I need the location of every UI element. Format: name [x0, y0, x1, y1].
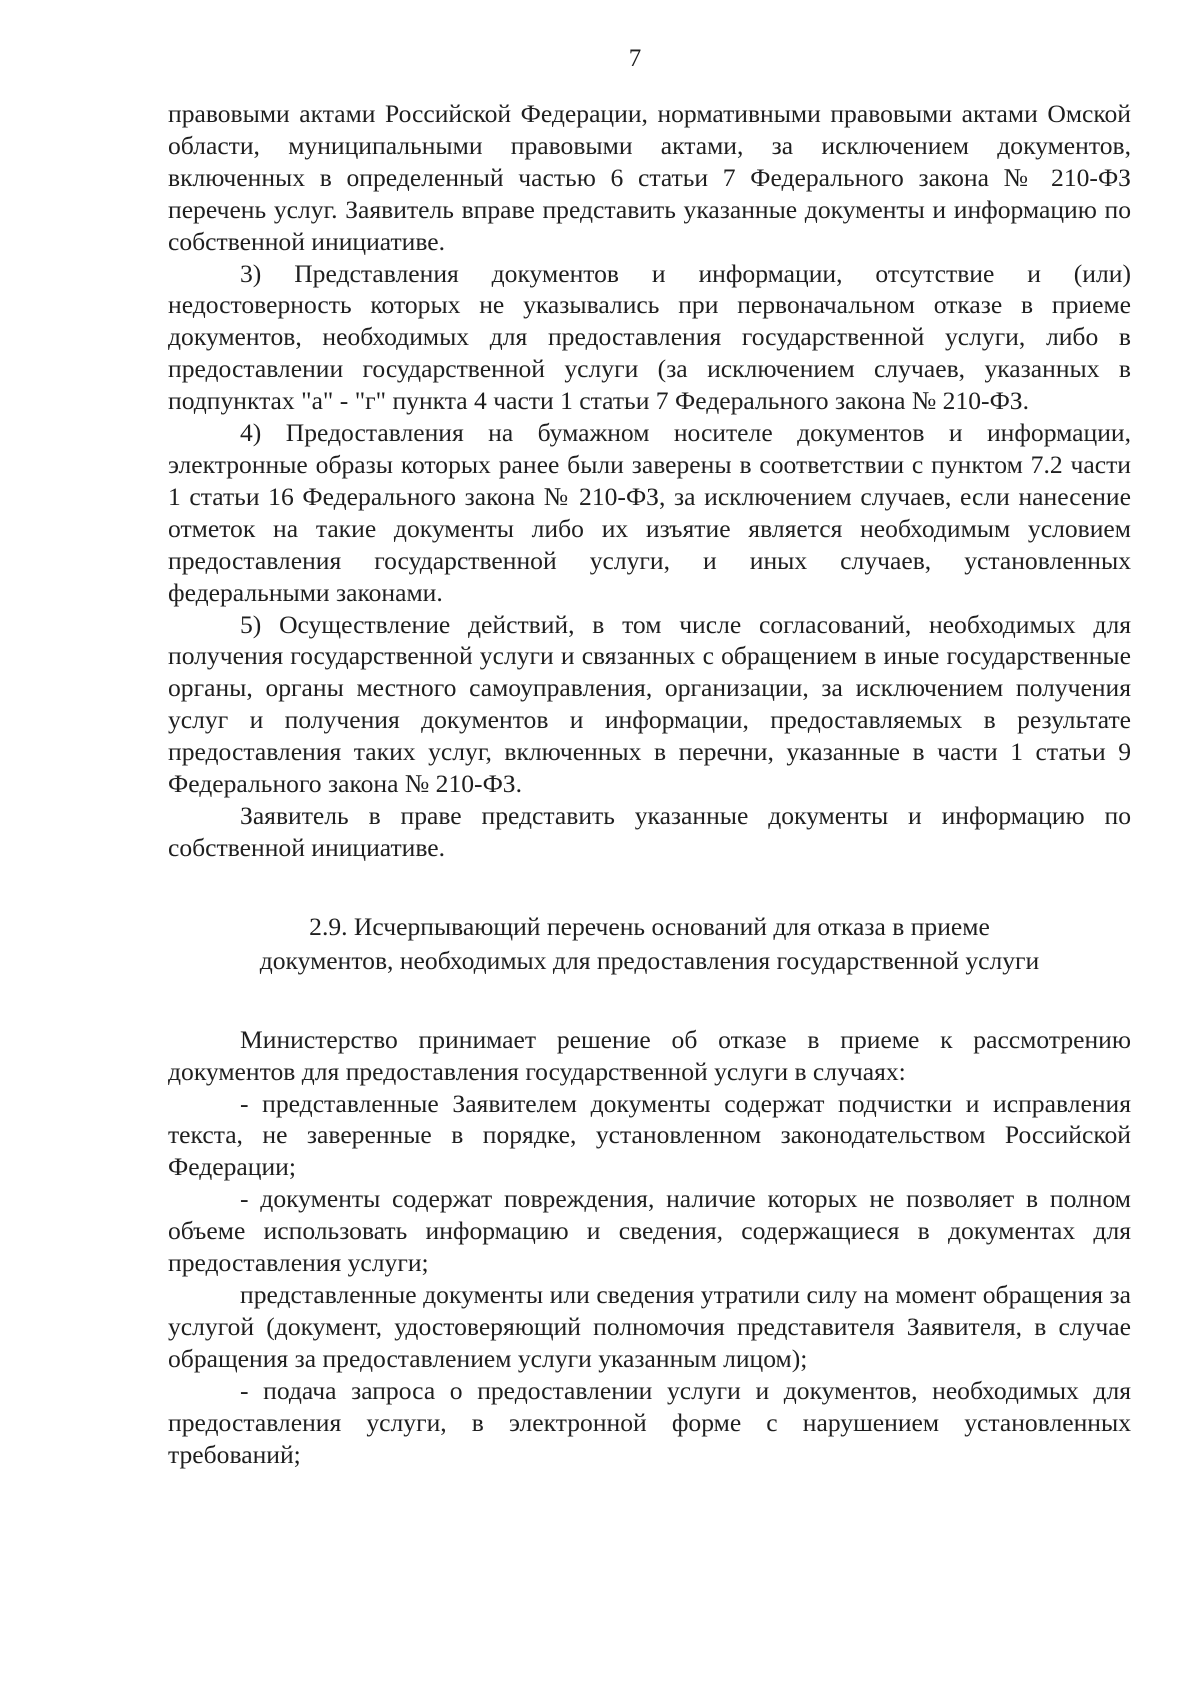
list-item: представленные документы или сведения утратили силу на момент обращения за услугой (документ, удостоверяющий полномочия представителя Заявителя, в случае обращения за предоставлением услуги указанным лицом); [168, 1280, 1131, 1373]
document-body [168, 98, 1131, 1470]
paragraph: Заявитель в праве представить указанные документы и информацию по собственной инициативе. [168, 800, 1131, 862]
list-item: - представленные Заявителем документы содержат подчистки и исправления текста, не заверенные в порядке, установленном законодательством Российской Федерации; [168, 1088, 1131, 1182]
paragraph: правовыми актами Российской Федерации, нормативными правовыми актами Омской области, муниципальными правовыми актами, за исключением документов, включенных в определенный частью 6 статьи 7 Федерального закона № 210-ФЗ перечень услуг. Заявитель вправе представить указанные документы и информацию по собственной инициативе. [168, 99, 1131, 256]
paragraph: 4) Предоставления на бумажном носителе документов и информации, электронные образы которых ранее были заверены в соответствии с пунктом 7.2 части 1 статьи 16 Федерального закона № 210-ФЗ, за исключением случаев, если нанесение отметок на такие документы либо их изъятие является необходимым условием предоставления государственной услуги, и иных случаев, установленных федеральными законами. [168, 418, 1131, 607]
list-item: - документы содержат повреждения, наличие которых не позволяет в полном объеме использовать информацию и сведения, содержащиеся в документах для предоставления услуги; [168, 1184, 1131, 1278]
section-heading: 2.9. Исчерпывающий перечень оснований для отказа в приеме документов, необходимых для предоставления государственной услуги [259, 911, 1040, 975]
list-item: - подача запроса о предоставлении услуги и документов, необходимых для предоставления услуги, в электронной форме с нарушением установленных требований; [168, 1375, 1131, 1469]
paragraph: 5) Осуществление действий, в том числе согласований, необходимых для получения государственной услуги и связанных с обращением в иные государственные органы, органы местного самоуправления, организации, за исключением получения услуг и получения документов и информации, предоставляемых в результате предоставления таких услуг, включенных в перечни, указанные в части 1 статьи 9 Федерального закона № 210-ФЗ. [168, 609, 1131, 799]
spacer [168, 978, 1131, 1024]
page-number: 7 [628, 45, 642, 72]
paragraph: 3) Представления документов и информации, отсутствие и (или) недостоверность которых не указывались при первоначальном отказе в приеме документов, необходимых для предоставления государственной услуги, либо в предоставлении государственной услуги (за исключением случаев, указанных в подпунктах "а" - "г" пункта 4 части 1 статьи 7 Федерального закона № 210-ФЗ. [168, 258, 1131, 416]
paragraph: Министерство принимает решение об отказе в приеме к рассмотрению документов для предоставления государственной услуги в случаях: [168, 1024, 1131, 1086]
